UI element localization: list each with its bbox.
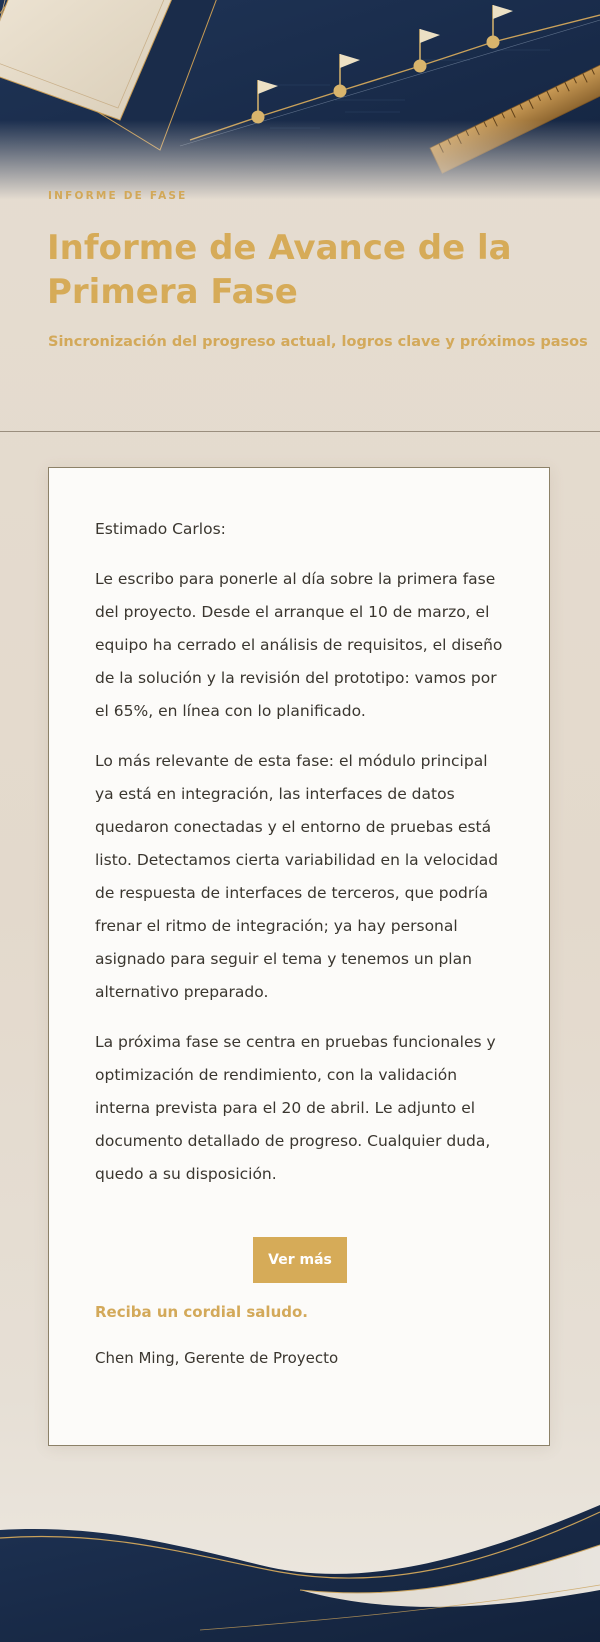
page-subtitle: Sincronización del progreso actual, logros clave y próximos pasos — [48, 334, 588, 350]
page-title: Informe de Avance de la Primera Fase — [47, 228, 512, 312]
letter-card — [48, 467, 550, 1446]
header-divider — [0, 431, 600, 432]
eyebrow-label: INFORME DE FASE — [48, 190, 188, 202]
letter-paragraph: Le escribo para ponerle al día sobre la primera fase del proyecto. Desde el arranque el 10 de marzo, el equipo ha cerrado el análisis de requisitos, el diseño de la solución y la revisión del prototipo: vamos por el 65%, en línea con lo planificado. — [95, 570, 503, 720]
ver-mas-button[interactable]: Ver más — [253, 1237, 347, 1283]
footer-illustration — [0, 1490, 600, 1642]
letter-greeting: Estimado Carlos: — [95, 520, 226, 538]
milestone-flags-timeline-icon — [0, 0, 600, 200]
letter-paragraph: Lo más relevante de esta fase: el módulo principal ya está en integración, las interfaces de datos quedaron conectadas y el entorno de pruebas está listo. Detectamos cierta variabilidad en la velocidad de respuesta de interfaces de terceros, que podría frenar el ritmo de integración; ya hay personal asignado para seguir el tema y tenemos un plan alternativo preparado. — [95, 752, 499, 1001]
letter-signature: Chen Ming, Gerente de Proyecto — [95, 1349, 339, 1367]
letter-paragraph: La próxima fase se centra en pruebas funcionales y optimización de rendimiento, con la validación interna prevista para el 20 de abril. Le adjunto el documento detallado de progreso. Cualquier duda, quedo a su disposición. — [95, 1033, 496, 1183]
letter-closing: Reciba un cordial saludo. — [95, 1303, 308, 1321]
header-illustration — [0, 0, 600, 200]
decorative-wave-icon — [0, 1490, 600, 1642]
